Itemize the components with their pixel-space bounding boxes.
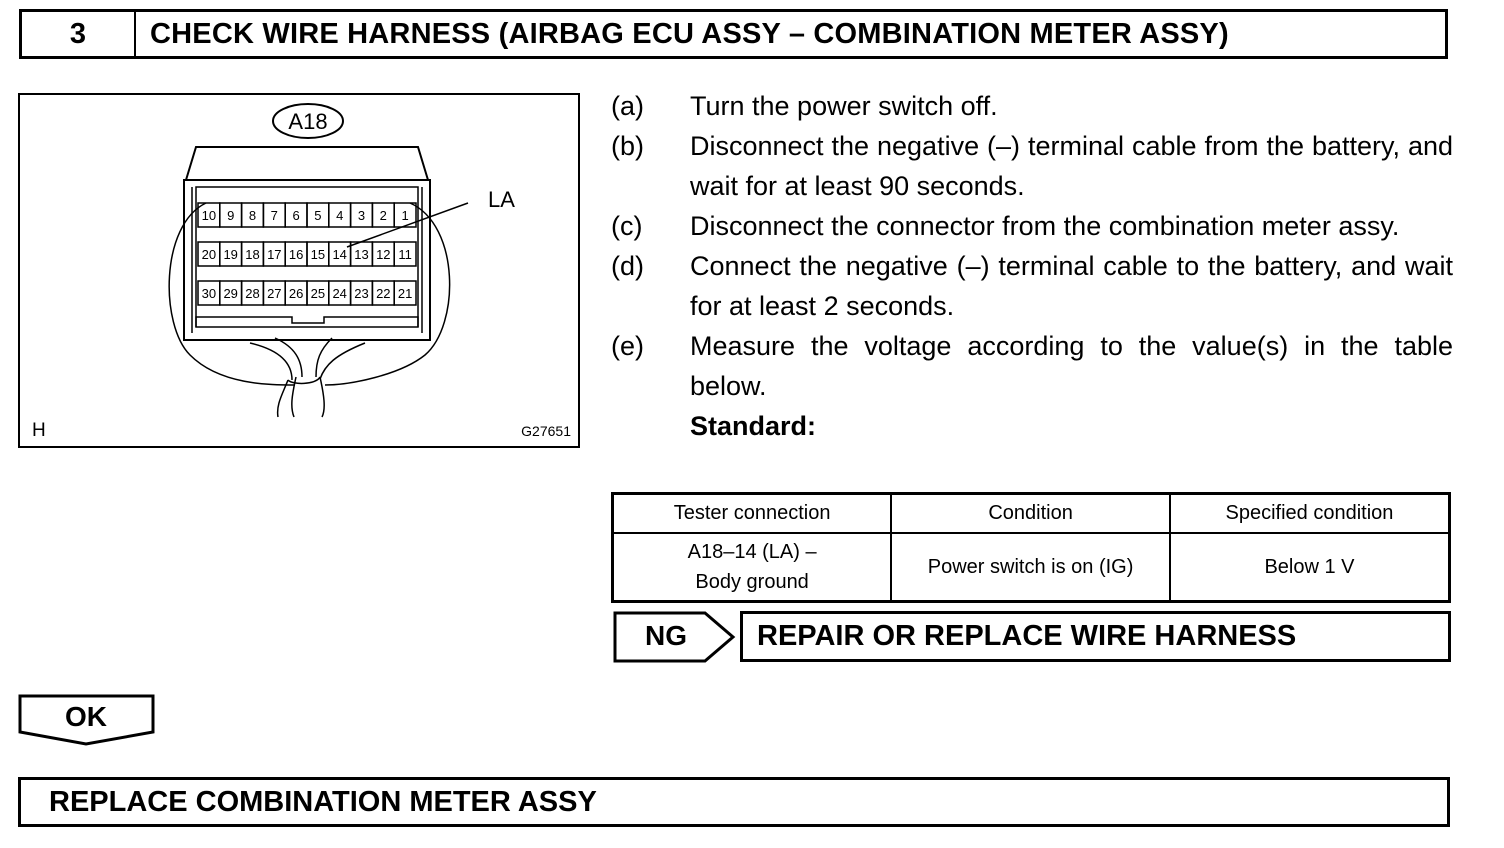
step-header — [19, 9, 1448, 59]
specified-condition-cell: Below 1 V — [1170, 533, 1450, 602]
pin-number: 19 — [223, 247, 238, 262]
pin-number: 11 — [398, 247, 412, 262]
step-text: Measure the voltage according to the value(s) in the table below. — [690, 331, 1453, 401]
pin-number: 5 — [314, 208, 322, 223]
pin-number: 7 — [270, 208, 278, 223]
pin-number: 13 — [354, 247, 369, 262]
step-label: (b) — [611, 131, 644, 161]
pin-number: 6 — [292, 208, 300, 223]
step-number: 3 — [22, 12, 136, 56]
pin-number: 21 — [397, 286, 413, 301]
pin-number: 9 — [227, 208, 235, 223]
pin-la-label: LA — [488, 187, 515, 212]
condition-cell: Power switch is on (IG) — [891, 533, 1170, 602]
pin-number: 12 — [376, 247, 391, 262]
pin-number: 28 — [245, 286, 260, 301]
pin-number: 2 — [379, 208, 387, 223]
step-b — [611, 126, 1453, 206]
step-label: (d) — [611, 251, 644, 281]
pin-number: 10 — [201, 208, 217, 223]
table-header: Specified condition — [1170, 494, 1450, 534]
table-row — [613, 533, 1450, 602]
pin-number: 14 — [332, 247, 347, 262]
pin-number: 23 — [354, 286, 369, 301]
table-header: Tester connection — [613, 494, 892, 534]
step-text: Disconnect the negative (–) terminal cable from the battery, and wait for at least 90 seconds. — [690, 131, 1453, 201]
pin-number: 27 — [267, 286, 282, 301]
step-label: (c) — [611, 211, 643, 241]
step-title: CHECK WIRE HARNESS (AIRBAG ECU ASSY – COMBINATION METER ASSY) — [150, 17, 1229, 50]
standard-label: Standard: — [690, 411, 817, 441]
pin-number: 18 — [245, 247, 260, 262]
pin-number: 3 — [357, 208, 366, 223]
ng-label: NG — [645, 620, 687, 651]
step-d — [611, 246, 1453, 326]
pin-number: 17 — [267, 247, 282, 262]
spec-table — [611, 492, 1451, 603]
pin-number: 30 — [201, 286, 217, 301]
pin-number: 8 — [248, 208, 257, 223]
table-header-row — [613, 494, 1450, 534]
ng-action: REPAIR OR REPLACE WIRE HARNESS — [740, 611, 1451, 662]
ok-label: OK — [65, 701, 107, 732]
step-text: Turn the power switch off. — [690, 91, 998, 121]
step-text: Connect the negative (–) terminal cable to the battery, and wait for at least 2 seconds. — [690, 251, 1453, 321]
pin-number: 25 — [310, 286, 326, 301]
step-text: Disconnect the connector from the combination meter assy. — [690, 211, 1400, 241]
tester-line-1: A18–14 (LA) – — [687, 541, 817, 563]
step-label: (a) — [611, 91, 644, 121]
connector-id-label: A18 — [288, 109, 328, 134]
final-action: REPLACE COMBINATION METER ASSY — [18, 777, 1450, 827]
tester-connection-cell — [613, 533, 892, 602]
step-label: (e) — [611, 331, 644, 361]
pin-number: 4 — [336, 208, 344, 223]
pin-number: 20 — [201, 247, 217, 262]
procedure-steps — [611, 86, 1453, 446]
pin-number: 22 — [376, 286, 391, 301]
step-c — [611, 206, 1453, 246]
connector-figure — [18, 93, 580, 448]
pin-number: 1 — [401, 208, 409, 223]
table-header: Condition — [891, 494, 1170, 534]
figure-corner-label: H — [32, 420, 46, 441]
step-a — [611, 86, 1453, 126]
tester-line-2: Body ground — [695, 571, 809, 593]
pin-number: 15 — [310, 247, 326, 262]
pin-number: 29 — [223, 286, 238, 301]
pin-number: 24 — [332, 286, 347, 301]
pin-number: 26 — [288, 286, 304, 301]
pin-number: 16 — [288, 247, 304, 262]
connector-diagram — [20, 95, 582, 450]
step-e — [611, 326, 1453, 406]
figure-code: G27651 — [521, 423, 571, 439]
pin-grid — [198, 203, 416, 305]
